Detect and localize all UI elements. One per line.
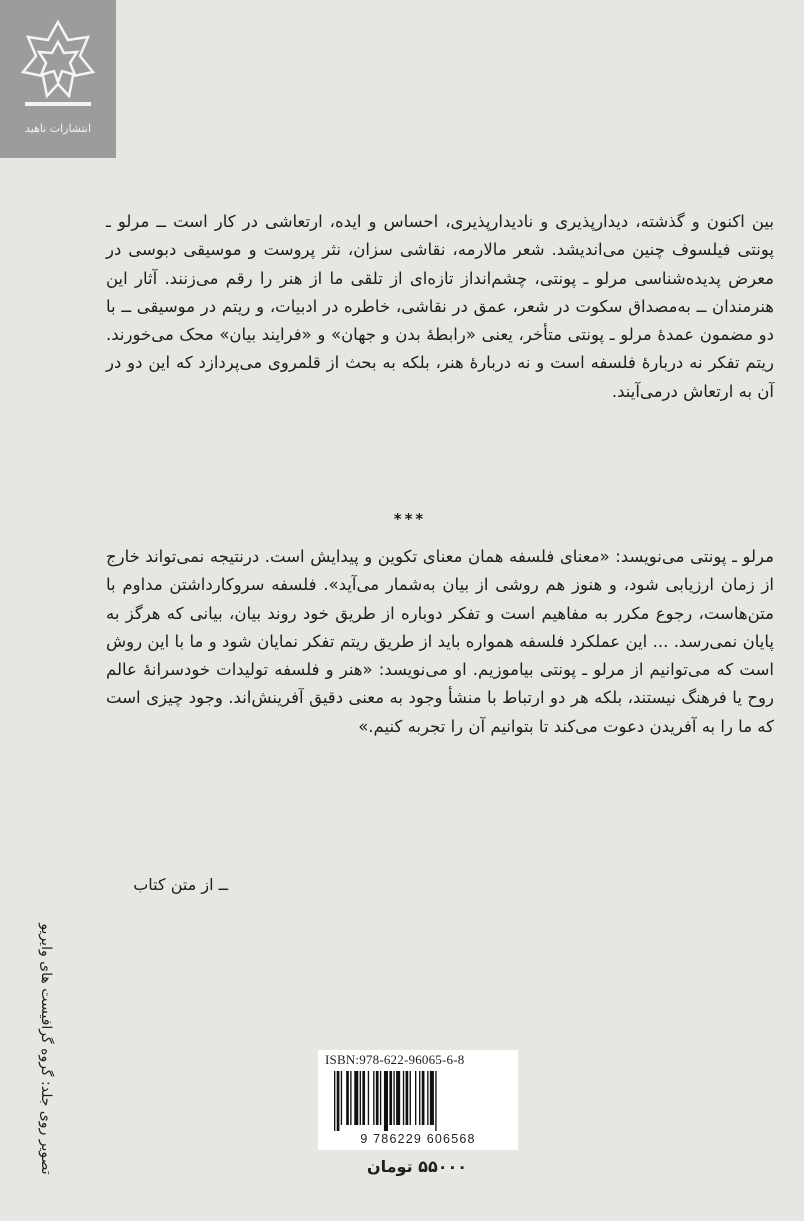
barcode-bar: [410, 1071, 411, 1125]
barcode-bar: [368, 1071, 369, 1125]
barcode-bar: [350, 1071, 351, 1125]
barcode-bar: [334, 1071, 335, 1131]
barcode-bars: [332, 1071, 504, 1131]
barcode-bar: [362, 1071, 365, 1125]
barcode-bar: [419, 1071, 420, 1125]
barcode-bar: [427, 1071, 428, 1125]
barcode-bar: [341, 1071, 342, 1125]
price: ۵۵۰۰۰ تومان: [366, 1157, 467, 1176]
barcode-bar: [346, 1071, 349, 1125]
isbn-label: ISBN:978-622-96065-6-8: [325, 1052, 465, 1067]
cover-credit-text: تصویر روی جلد: گروه گرافیست های وایریو: [38, 923, 54, 1175]
barcode-bar: [422, 1071, 425, 1125]
barcode-bar: [337, 1071, 340, 1131]
barcode-bar: [415, 1071, 416, 1125]
barcode-bar: [430, 1071, 434, 1125]
barcode-bar: [435, 1071, 436, 1131]
section-separator: ***: [393, 510, 427, 528]
barcode-bar: [406, 1071, 409, 1125]
barcode-bar: [354, 1071, 358, 1125]
barcode-bar: [396, 1071, 400, 1125]
source-note: ــ از متن کتاب: [133, 875, 228, 894]
barcode-bar: [403, 1071, 404, 1125]
publisher-logo: [0, 0, 116, 158]
isbn-digits: 9 786229 606568: [360, 1132, 476, 1146]
barcode-bar: [389, 1071, 392, 1125]
barcode-bar: [380, 1071, 381, 1125]
publisher-name: انتشارات ناهید: [24, 122, 92, 135]
barcode-bar: [384, 1071, 388, 1131]
barcode-bar: [393, 1071, 394, 1125]
cover-credit: [36, 918, 56, 1180]
barcode-bar: [373, 1071, 374, 1125]
barcode-bar: [360, 1071, 361, 1125]
barcode-bar: [376, 1071, 379, 1125]
blurb-paragraph: بین اکنون و گذشته، دیدارپذیری و نادیدارپذیری، احساس و ایده، ارتعاشی در کار است ــ مرلو ـ پونتی فیلسوف چنین می‌اندیشد. شعر مالارمه، نقاشی سزان، نثر پروست و موسیقی دبوسی در معرض پدیده‌شناسی مرلو ـ پونتی، چشم‌انداز تازه‌ای از تلقی ما از هنر را رقم می‌زنند. آثار این هنرمندان ــ به‌مصداق سکوت در شعر، عمق در نقاشی، خاطره در ادبیات، و ریتم در موسیقی ــ با دو مضمون عمدهٔ مرلو ـ پونتی متأخر، یعنی «رابطهٔ بدن و جهان» و «فرایند بیان» محک می‌خورند. ریتم تفکر نه دربارهٔ فلسفه است و نه دربارهٔ هنر، بلکه به بحث از قلمروی می‌پردازد که این دو در آن به ارتعاش درمی‌آیند.: [106, 212, 774, 401]
star-book-icon: [17, 18, 99, 114]
quote-paragraph: مرلو ـ پونتی می‌نویسد: «معنای فلسفه همان معنای تکوین و پیدایش است. درنتیجه نمی‌تواند خارج از زمان ارزیابی شود، و هنوز هم روشی از بیان به‌شمار می‌آید». فلسفه سروکارداشتن مداوم با متن‌هاست، رجوع مکرر به مفاهیم است و تفکر دوباره از طریق خود روند بیان، بیانی که هرگز به پایان نمی‌رسد. ... این عملکرد فلسفه همواره باید از طریق ریتم تفکر نمایان شود و ما با این روش است که می‌توانیم از مرلو ـ پونتی بیاموزیم. او می‌نویسد: «هنر و فلسفه تولیدات خودسرانهٔ عالم روح یا فرهنگ نیستند، بلکه هر دو ارتباط با منشأ وجود به معنی دقیق آفرینش‌اند. وجود چیزی است که ما را به آفریدن دعوت می‌کند تا بتوانیم آن را تجربه کنیم.»: [106, 547, 774, 736]
